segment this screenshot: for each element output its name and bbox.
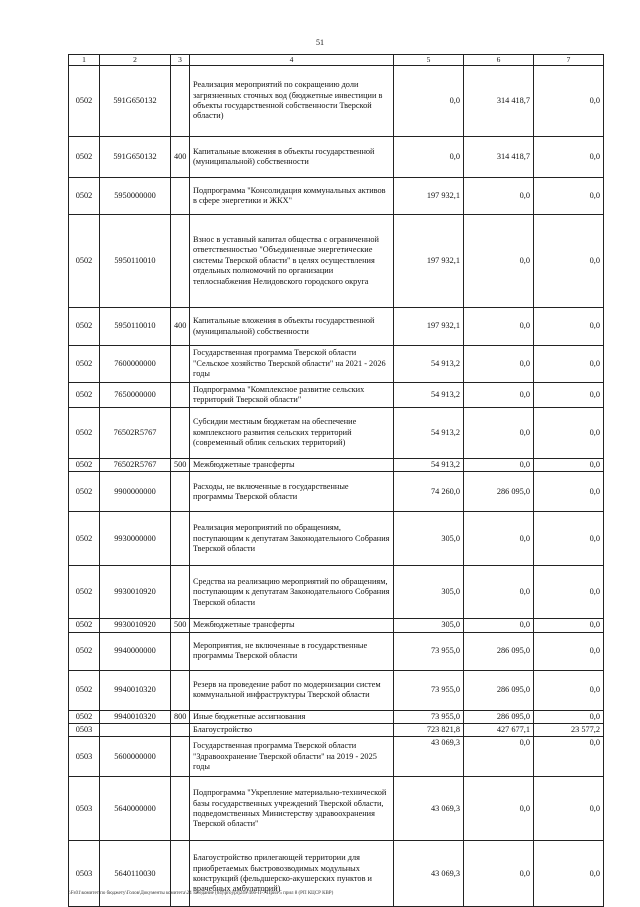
section-code: 0503 [69, 724, 100, 737]
table-row [69, 619, 604, 632]
amount-col-7: 0,0 [534, 178, 604, 215]
amount-col-5: 197 932,1 [394, 308, 464, 346]
amount-col-7: 0,0 [534, 137, 604, 178]
section-code: 0502 [69, 215, 100, 308]
column-header: 7 [534, 55, 604, 66]
item-name: Иные бюджетные ассигнования [190, 710, 394, 723]
column-number-row [69, 55, 604, 66]
table-row [69, 459, 604, 472]
expense-kind: 400 [171, 137, 190, 178]
amount-col-7: 0,0 [534, 632, 604, 670]
table-row [69, 137, 604, 178]
table-row [69, 383, 604, 408]
amount-col-7: 0,0 [534, 777, 604, 841]
page-number: 51 [316, 38, 324, 47]
expense-kind [171, 346, 190, 383]
amount-col-5: 43 069,3 [394, 841, 464, 907]
table-row [69, 710, 604, 723]
expense-kind [171, 737, 190, 777]
amount-col-5: 43 069,3 [394, 777, 464, 841]
target-code: 9930010920 [100, 619, 171, 632]
amount-col-6: 286 095,0 [464, 710, 534, 723]
section-code: 0502 [69, 459, 100, 472]
amount-col-6: 0,0 [464, 178, 534, 215]
item-name: Государственная программа Тверской области "Сельское хозяйство Тверской области" на 2021 - 2026 годы [190, 346, 394, 383]
target-code: 7650000000 [100, 383, 171, 408]
column-header: 1 [69, 55, 100, 66]
target-code: 5950110010 [100, 215, 171, 308]
amount-col-5: 73 955,0 [394, 670, 464, 710]
table-row [69, 632, 604, 670]
expense-kind [171, 472, 190, 512]
expense-kind [171, 512, 190, 566]
amount-col-7: 23 577,2 [534, 724, 604, 737]
table-row [69, 737, 604, 777]
expense-kind: 800 [171, 710, 190, 723]
amount-col-7: 0,0 [534, 459, 604, 472]
amount-col-6: 286 095,0 [464, 472, 534, 512]
amount-col-7: 0,0 [534, 472, 604, 512]
amount-col-7: 0,0 [534, 841, 604, 907]
target-code: 9900000000 [100, 472, 171, 512]
item-name: Резерв на проведение работ по модернизации систем коммунальной инфраструктуры Тверской области [190, 670, 394, 710]
expense-kind [171, 670, 190, 710]
column-header: 6 [464, 55, 534, 66]
table-row [69, 178, 604, 215]
table-row [69, 724, 604, 737]
table-row [69, 215, 604, 308]
table-row [69, 66, 604, 137]
column-header: 5 [394, 55, 464, 66]
expense-kind: 400 [171, 308, 190, 346]
amount-col-6: 0,0 [464, 459, 534, 472]
column-header: 3 [171, 55, 190, 66]
expense-kind [171, 178, 190, 215]
table-row [69, 408, 604, 459]
item-name: Субсидии местным бюджетам на обеспечение комплексного развития сельских территорий (современный облик сельских территорий) [190, 408, 394, 459]
amount-col-7: 0,0 [534, 512, 604, 566]
amount-col-5: 73 955,0 [394, 710, 464, 723]
amount-col-5: 723 821,8 [394, 724, 464, 737]
item-name: Межбюджетные трансферты [190, 619, 394, 632]
expense-kind [171, 215, 190, 308]
section-code: 0502 [69, 66, 100, 137]
item-name: Взнос в уставный капитал общества с ограниченной ответственностью "Объединенные энергетические системы Тверской области" в целях осуществления отдельных полномочий по организации теплоснабжения Нелидовского городского округа [190, 215, 394, 308]
amount-col-7: 0,0 [534, 383, 604, 408]
amount-col-7: 0,0 [534, 308, 604, 346]
column-header: 2 [100, 55, 171, 66]
section-code: 0503 [69, 777, 100, 841]
table-row [69, 670, 604, 710]
target-code: 5640110030 [100, 841, 171, 907]
item-name: Подпрограмма "Комплексное развитие сельских территорий Тверской области" [190, 383, 394, 408]
amount-col-6: 0,0 [464, 737, 534, 777]
expense-kind [171, 724, 190, 737]
section-code: 0502 [69, 408, 100, 459]
column-header: 4 [190, 55, 394, 66]
amount-col-7: 0,0 [534, 710, 604, 723]
table-row [69, 566, 604, 619]
section-code: 0503 [69, 737, 100, 777]
expense-kind [171, 841, 190, 907]
item-name: Подпрограмма "Консолидация коммунальных активов в сфере энергетики и ЖКХ" [190, 178, 394, 215]
amount-col-6: 0,0 [464, 215, 534, 308]
item-name: Капитальные вложения в объекты государственной (муниципальной) собственности [190, 308, 394, 346]
target-code: 9930000000 [100, 512, 171, 566]
amount-col-5: 197 932,1 [394, 178, 464, 215]
target-code [100, 724, 171, 737]
target-code: 5600000000 [100, 737, 171, 777]
section-code: 0502 [69, 512, 100, 566]
target-code: 9940010320 [100, 670, 171, 710]
section-code: 0502 [69, 670, 100, 710]
amount-col-7: 0,0 [534, 566, 604, 619]
target-code: 591G650132 [100, 137, 171, 178]
item-name: Реализация мероприятий по сокращению доли загрязненных сточных вод (бюджетные инвестиции в объекты государственной собственности Тверской области) [190, 66, 394, 137]
amount-col-5: 0,0 [394, 137, 464, 178]
table-row [69, 308, 604, 346]
target-code: 5950000000 [100, 178, 171, 215]
amount-col-6: 314 418,7 [464, 137, 534, 178]
section-code: 0502 [69, 566, 100, 619]
table-row [69, 512, 604, 566]
amount-col-7: 0,0 [534, 619, 604, 632]
expense-kind: 500 [171, 459, 190, 472]
amount-col-7: 0,0 [534, 346, 604, 383]
expense-kind [171, 408, 190, 459]
section-code: 0502 [69, 346, 100, 383]
amount-col-7: 0,0 [534, 66, 604, 137]
amount-col-5: 54 913,2 [394, 346, 464, 383]
target-code: 5950110010 [100, 308, 171, 346]
amount-col-5: 305,0 [394, 619, 464, 632]
target-code: 9940000000 [100, 632, 171, 670]
section-code: 0502 [69, 632, 100, 670]
target-code: 5640000000 [100, 777, 171, 841]
amount-col-6: 427 677,1 [464, 724, 534, 737]
amount-col-5: 197 932,1 [394, 215, 464, 308]
item-name: Средства на реализацию мероприятий по обращениям, поступающим к депутатам Законодательного Собрания Тверской области [190, 566, 394, 619]
expense-kind [171, 383, 190, 408]
amount-col-6: 0,0 [464, 619, 534, 632]
section-code: 0502 [69, 619, 100, 632]
table-row [69, 777, 604, 841]
amount-col-7: 0,0 [534, 737, 604, 777]
section-code: 0503 [69, 841, 100, 907]
amount-col-6: 0,0 [464, 346, 534, 383]
amount-col-5: 305,0 [394, 512, 464, 566]
table-row [69, 841, 604, 907]
amount-col-6: 0,0 [464, 512, 534, 566]
amount-col-6: 0,0 [464, 383, 534, 408]
item-name: Межбюджетные трансферты [190, 459, 394, 472]
item-name: Благоустройство прилегающей территории для приобретаемых быстровозводимых модульных конструкций (фельдшерско-акушерских пунктов и врачебных амбулаторий) [190, 841, 394, 907]
amount-col-7: 0,0 [534, 408, 604, 459]
section-code: 0502 [69, 137, 100, 178]
amount-col-6: 0,0 [464, 408, 534, 459]
budget-table [68, 54, 604, 907]
section-code: 0502 [69, 472, 100, 512]
table-row [69, 472, 604, 512]
target-code: 7600000000 [100, 346, 171, 383]
target-code: 76502R5767 [100, 408, 171, 459]
expense-kind [171, 632, 190, 670]
item-name: Благоустройство [190, 724, 394, 737]
expense-kind: 500 [171, 619, 190, 632]
amount-col-7: 0,0 [534, 670, 604, 710]
section-code: 0502 [69, 710, 100, 723]
item-name: Расходы, не включенные в государственные программы Тверской области [190, 472, 394, 512]
item-name: Мероприятия, не включенные в государственные программы Тверской области [190, 632, 394, 670]
item-name: Реализация мероприятий по обращениям, поступающим к депутатам Законодательного Собрания Тверской области [190, 512, 394, 566]
expense-kind [171, 566, 190, 619]
target-code: 9940010320 [100, 710, 171, 723]
amount-col-6: 286 095,0 [464, 632, 534, 670]
amount-col-5: 73 955,0 [394, 632, 464, 670]
item-name: Капитальные вложения в объекты государственной (муниципальной) собственности [190, 137, 394, 178]
section-code: 0502 [69, 178, 100, 215]
amount-col-5: 54 913,2 [394, 383, 464, 408]
item-name: Подпрограмма "Укрепление материально-технической базы государственных учреждений Тверской области, подведомственных Министерству здравоохранения Тверской области" [190, 777, 394, 841]
amount-col-6: 314 418,7 [464, 66, 534, 137]
expense-kind [171, 66, 190, 137]
amount-col-5: 43 069,3 [394, 737, 464, 777]
amount-col-6: 0,0 [464, 308, 534, 346]
target-code: 591G650132 [100, 66, 171, 137]
target-code: 76502R5767 [100, 459, 171, 472]
amount-col-6: 0,0 [464, 777, 534, 841]
amount-col-7: 0,0 [534, 215, 604, 308]
section-code: 0502 [69, 308, 100, 346]
item-name: Государственная программа Тверской области "Здравоохранение Тверской области" на 2019 - 2025 годы [190, 737, 394, 777]
file-path-footer: \\Fs01\комитет по бюджету\Голов\Документы комитета\24 заседание (04)\proj\prj241 466-П-7\Прил 5 прил 8 (РП КЦСР КВР) [68, 891, 334, 896]
section-code: 0502 [69, 383, 100, 408]
expense-kind [171, 777, 190, 841]
amount-col-5: 74 260,0 [394, 472, 464, 512]
target-code: 9930010920 [100, 566, 171, 619]
amount-col-5: 305,0 [394, 566, 464, 619]
amount-col-5: 54 913,2 [394, 408, 464, 459]
amount-col-6: 0,0 [464, 566, 534, 619]
amount-col-6: 286 095,0 [464, 670, 534, 710]
amount-col-5: 54 913,2 [394, 459, 464, 472]
amount-col-6: 0,0 [464, 841, 534, 907]
amount-col-5: 0,0 [394, 66, 464, 137]
table-row [69, 346, 604, 383]
